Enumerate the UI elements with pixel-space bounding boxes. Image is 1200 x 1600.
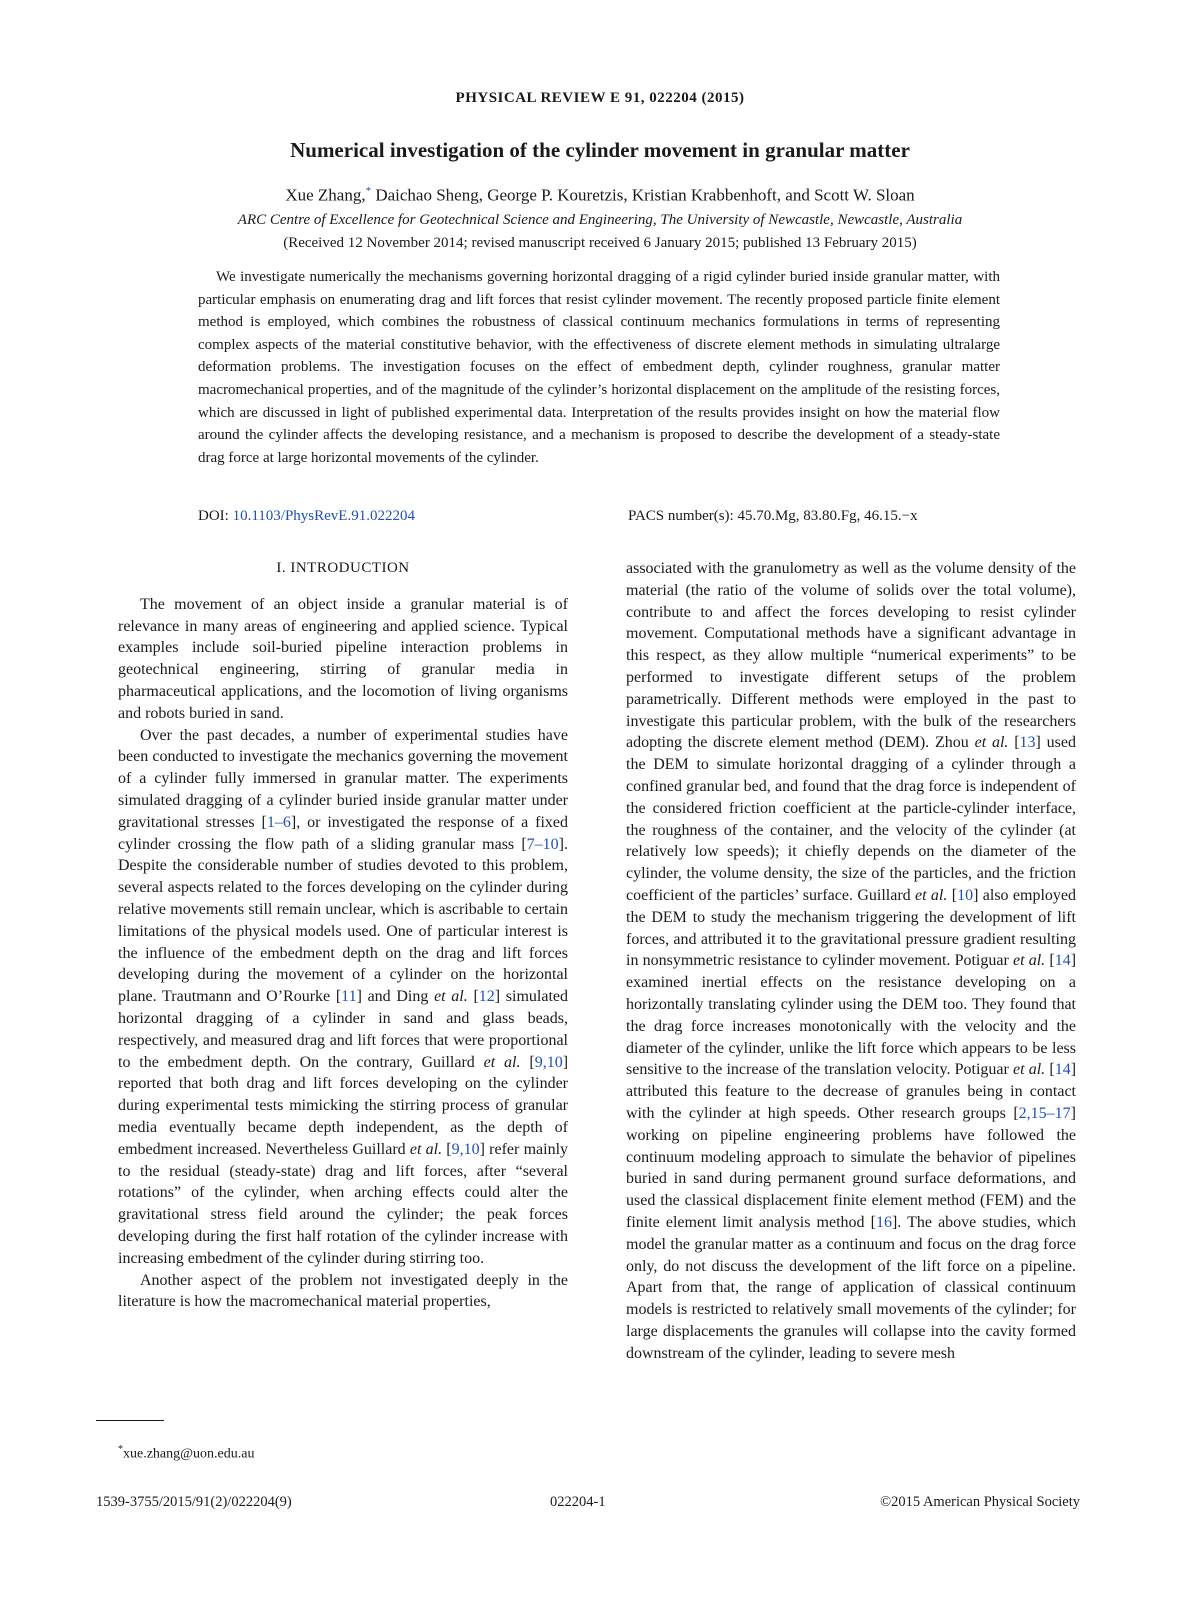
et-al: et al. <box>915 886 948 904</box>
citation-link[interactable]: 12 <box>478 988 495 1006</box>
et-al: et al. <box>434 988 468 1006</box>
citation-link[interactable]: 1–6 <box>266 813 291 831</box>
section-heading: I. INTRODUCTION <box>276 560 410 576</box>
text-run: ] working on pipeline engineering problems have followed the continuum modeling approach to simulate the behavior of pipelines buried in sand during permanent ground surface deformations, and used the classical displacement finite element method (FEM) and the finite element limit analysis method [ <box>626 1104 1076 1231</box>
author-email[interactable]: xue.zhang@uon.edu.au <box>123 1446 255 1462</box>
text-run: [ <box>1045 1061 1055 1079</box>
left-column <box>118 558 568 1313</box>
citation-link[interactable]: 7–10 <box>526 835 559 853</box>
affiliation: ARC Centre of Excellence for Geotechnical Science and Engineering, The University of Newcastle, Newcastle, Australia <box>237 212 963 228</box>
author-first: Xue Zhang, <box>285 185 366 205</box>
corresponding-author-mark[interactable]: * <box>365 185 372 197</box>
text-run: ] also employed the DEM to study the mechanism triggering the development of lift forces, and attributed it to the gravitational pressure gradient resulting in nonsymmetric resistance to cylinder movement. Potiguar <box>626 886 1077 970</box>
text-run: ] simulated horizontal dragging of a cylinder in sand and glass beads, respectively, and measured drag and lift forces that were proportional to the embedment depth. On the contrary, Guillard <box>118 988 568 1071</box>
text-run: ] refer mainly to the residual (steady-state) drag and lift forces, after “several rotations” of the cylinder, when arching effects could alter the gravitational stress field around the cylinder; the peak forces developing during the first half rotation of the cylinder increase with increasing embedment of the cylinder during stirring too. <box>118 1140 569 1267</box>
text-run: [ <box>442 1140 452 1158</box>
footnote-divider <box>96 1420 164 1421</box>
doi-line <box>198 508 415 525</box>
intro-paragraph-2 <box>118 725 568 1270</box>
intro-paragraph-3-continued <box>626 558 1076 1364</box>
right-column <box>626 558 1076 1364</box>
footnote-mark: * <box>118 1444 123 1455</box>
author-list <box>0 185 1200 206</box>
text-run: ] reported that both drag and lift forces developing on the cylinder during experimental tests mimicking the stirring process of granular media eventually became depth independent, as the depth of embedment increased. Nevertheless Guillard <box>118 1053 569 1158</box>
citation-link[interactable]: 14 <box>1054 952 1071 970</box>
citation-link[interactable]: 10 <box>957 886 974 904</box>
text-run: [ <box>1008 734 1020 752</box>
et-al: et al. <box>1013 1061 1046 1079</box>
text-run: ], or investigated the response of a fixed cylinder crossing the flow path of a sliding granular mass [ <box>118 813 568 853</box>
copyright: ©2015 American Physical Society <box>880 1494 1080 1510</box>
citation-link[interactable]: 16 <box>875 1213 892 1231</box>
citation-link[interactable]: 9,10 <box>451 1140 480 1158</box>
doi-label: DOI: <box>198 508 233 524</box>
footnote <box>118 1444 254 1463</box>
text-run: associated with the granulometry as well as the volume density of the material (the ratio of the volume of solids over the total volume), contribute to and affect the forces developing to resist cylinder movement. Computational methods have a significant advantage in this respect, as they allow multiple “numerical experiments” to be performed to investigate different setups of the problem parametrically. Different methods were employed in the past to investigate this particular problem, with the bulk of the researchers adopting the discrete element method (DEM). Zhou <box>626 560 1076 752</box>
citation-link[interactable]: 9,10 <box>534 1053 563 1071</box>
citation-link[interactable]: 14 <box>1054 1061 1071 1079</box>
text-run: [ <box>947 886 958 904</box>
et-al: et al. <box>409 1140 443 1158</box>
citation-link[interactable]: 2,15–17 <box>1018 1104 1071 1122</box>
text-run: ] used the DEM to simulate horizontal dragging of a cylinder through a confined granular bed, and found that the drag force is independent of the considered friction coefficient at the particle-cylinder interface, the roughness of the container, and the velocity of the cylinder (at relatively low speeds); it chiefly depends on the diameter of the cylinder, the volume density, the size of the particles, and the friction coefficient of the particles’ surface. Guillard <box>626 734 1077 904</box>
citation-link[interactable]: 11 <box>341 988 357 1006</box>
text-run: ] examined inertial effects on the resistance developing on a horizontally translating cylinder using the DEM too. They found that the drag force increases monotonically with the velocity and the diameter of the cylinder, unlike the lift force which appears to be less sensitive to the increase of the translation velocity. Potiguar <box>626 952 1077 1079</box>
issn-code: 1539-3755/2015/91(2)/022204(9) <box>96 1494 292 1510</box>
journal-header: PHYSICAL REVIEW E 91, 022204 (2015) <box>455 90 745 106</box>
text-run: ]. The above studies, which model the granular matter as a continuum and focus on the drag force only, do not discuss the development of the lift force on a pipeline. Apart from that, the range of application of classical continuum models is restricted to relatively small movements of the cylinder; for large displacements the granules will collapse into the cavity formed downstream of the cylinder, leading to severe mesh <box>626 1213 1077 1362</box>
author-rest: Daichao Sheng, George P. Kouretzis, Kristian Krabbenhoft, and Scott W. Sloan <box>371 185 915 205</box>
text-run: Over the past decades, a number of experimental studies have been conducted to investigate the mechanics governing the movement of a cylinder fully immersed in granular matter. The experiments simulated dragging of a cylinder buried inside granular matter under gravitational stresses [ <box>118 726 568 831</box>
citation-link[interactable]: 13 <box>1019 734 1036 752</box>
text-run: [ <box>1045 952 1055 970</box>
received-dates: (Received 12 November 2014; revised manuscript received 6 January 2015; published 13 February 2015) <box>283 235 917 251</box>
page-number: 022204-1 <box>550 1494 606 1510</box>
abstract: We investigate numerically the mechanisms governing horizontal dragging of a rigid cylinder buried inside granular matter, with particular emphasis on enumerating drag and lift forces that resist cylinder movement. The recently proposed particle finite element method is employed, which combines the robustness of classical continuum mechanics formulations in terms of representing complex aspects of the material constitutive behavior, with the effectiveness of discrete element methods in simulating ultralarge deformation problems. The investigation focuses on the effect of embedment depth, cylinder roughness, granular matter macromechanical properties, and of the magnitude of the cylinder’s horizontal displacement on the amplitude of the resisting forces, which are discussed in light of published experimental data. Interpretation of the results provides insight on how the material flow around the cylinder affects the developing resistance, and a mechanism is proposed to describe the development of a steady-state drag force at large horizontal movements of the cylinder. <box>198 269 1000 466</box>
text-run: ] and Ding <box>356 988 435 1006</box>
paper-title: Numerical investigation of the cylinder movement in granular matter <box>290 138 910 162</box>
text-run: ]. Despite the considerable number of studies devoted to this problem, several aspects related to the forces developing on the cylinder during relative movements still remain unclear, which is ascribable to certain limitations of the physical models used. One of particular interest is the influence of the embedment depth on the drag and lift forces developing during the movement of a cylinder on the horizontal plane. Trautmann and O’Rourke [ <box>118 835 568 1006</box>
intro-paragraph-1: The movement of an object inside a granular material is of relevance in many areas of engineering and applied science. Typical examples include soil-buried pipeline interaction problems in geotechnical engineering, stirring of granular media in pharmaceutical applications, and the locomotion of living organisms and robots buried in sand. <box>118 595 568 722</box>
intro-paragraph-3: Another aspect of the problem not investigated deeply in the literature is how the macromechanical material properties, <box>118 1271 568 1311</box>
pacs-numbers: PACS number(s): 45.70.Mg, 83.80.Fg, 46.15.−x <box>628 508 918 524</box>
et-al: et al. <box>483 1053 521 1071</box>
doi-link[interactable]: 10.1103/PhysRevE.91.022204 <box>232 508 415 524</box>
text-run: [ <box>520 1053 535 1071</box>
et-al: et al. <box>1012 952 1046 970</box>
text-run: [ <box>467 988 479 1006</box>
text-run: ] attributed this feature to the decrease of granules being in contact with the cylinder at high speeds. Other research groups [ <box>626 1061 1077 1122</box>
et-al: et al. <box>974 734 1009 752</box>
